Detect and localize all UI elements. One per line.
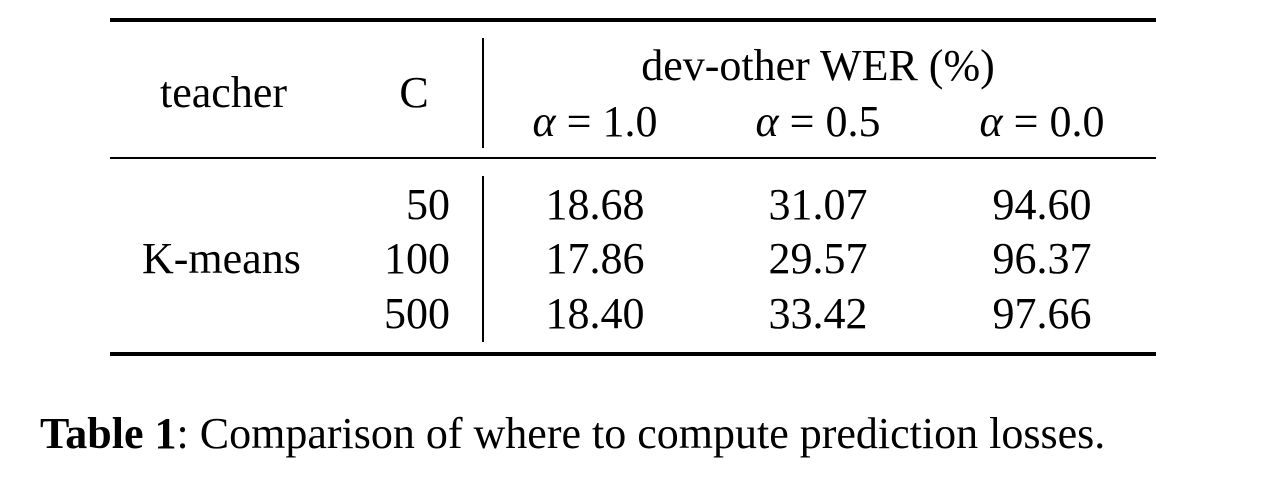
header-rule <box>110 157 1156 159</box>
body-vertical-divider <box>482 176 484 342</box>
caption-text: : Comparison of where to compute prediction losses. <box>176 409 1106 458</box>
header-vertical-divider <box>482 38 484 148</box>
row-3-alpha-2: 33.42 <box>768 289 868 338</box>
caption-label: Table 1 <box>40 409 177 458</box>
row-2-c: 100 <box>384 234 450 283</box>
row-2-alpha-3: 96.37 <box>992 234 1092 283</box>
row-3-alpha-3: 97.66 <box>992 289 1092 338</box>
bottom-rule <box>110 352 1156 356</box>
row-group-kmeans: K-means <box>142 234 301 283</box>
header-c: C <box>399 68 429 117</box>
row-1-alpha-2: 31.07 <box>768 180 868 229</box>
header-alpha-3: α = 0.0 <box>979 97 1105 146</box>
top-rule <box>110 18 1156 22</box>
header-group-title: dev-other WER (%) <box>641 41 995 90</box>
header-teacher: teacher <box>160 68 287 117</box>
header-alpha-1: α = 1.0 <box>532 97 658 146</box>
row-3-alpha-1: 18.40 <box>545 289 645 338</box>
row-1-alpha-1: 18.68 <box>545 180 645 229</box>
table-caption <box>40 409 1106 458</box>
row-1-c: 50 <box>406 180 450 229</box>
row-3-c: 500 <box>384 289 450 338</box>
header-alpha-2: α = 0.5 <box>755 97 881 146</box>
row-2-alpha-2: 29.57 <box>768 234 868 283</box>
row-2-alpha-1: 17.86 <box>545 234 645 283</box>
row-1-alpha-3: 94.60 <box>992 180 1092 229</box>
